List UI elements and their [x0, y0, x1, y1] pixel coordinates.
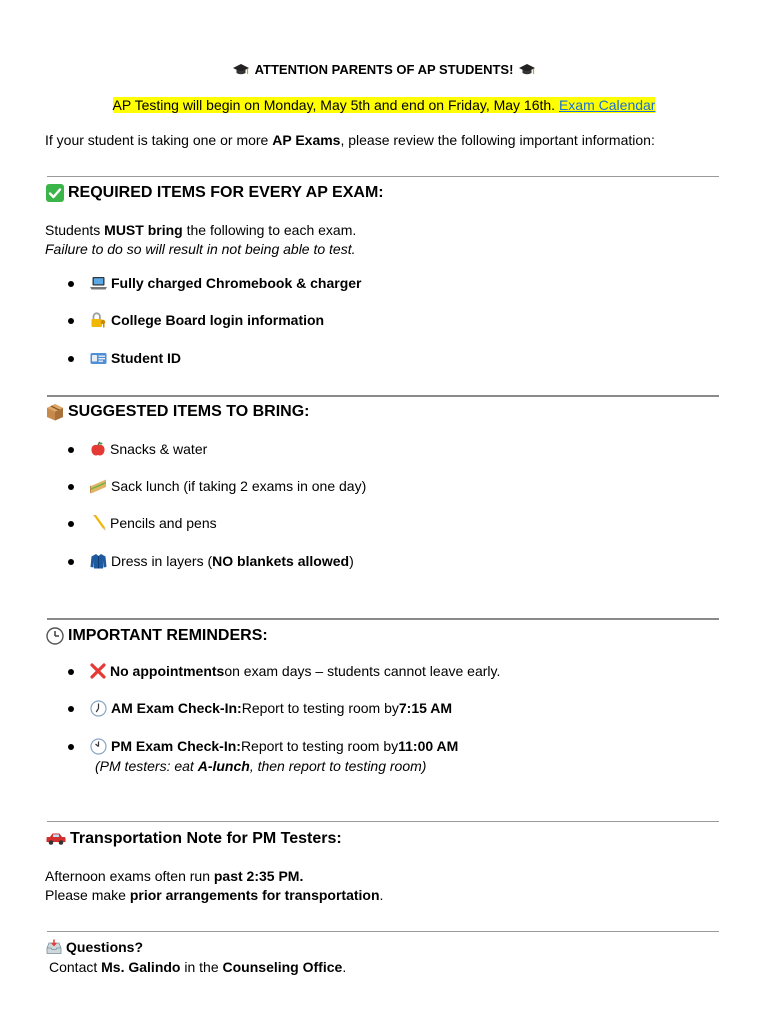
list-item: [90, 311, 324, 329]
divider: [47, 931, 719, 932]
list-item: [90, 274, 362, 292]
list-item: [90, 737, 458, 755]
clock-seven-icon: [90, 700, 107, 717]
list-item-label: College Board login information: [111, 312, 325, 328]
list-item: [90, 699, 452, 717]
bullet: [68, 521, 74, 527]
contact-name: Ms. Galindo: [101, 959, 181, 975]
cross-mark-icon: [90, 663, 106, 679]
laptop-icon: [90, 276, 107, 290]
package-icon: [46, 403, 64, 421]
list-item-time: 7:15 AM: [398, 700, 453, 716]
car-icon: [46, 832, 66, 846]
list-item-label: Pencils and pens: [110, 515, 217, 531]
list-item: [90, 440, 207, 458]
list-item-label: Snacks & water: [110, 441, 208, 457]
bullet: [68, 669, 74, 675]
divider: [47, 395, 719, 397]
list-item-label: Report to testing room by: [241, 700, 399, 716]
graduation-cap-icon: [519, 63, 535, 77]
banner-text: AP Testing will begin on Monday, May 5th and end on Friday, May 16th.: [112, 97, 556, 113]
reminders-heading-text: IMPORTANT REMINDERS:: [68, 627, 268, 644]
note-part: (PM testers: eat: [95, 758, 198, 774]
intro-part: If your student is taking one or more: [45, 132, 273, 148]
list-item-label: on exam days – students cannot leave early.: [224, 663, 501, 679]
contact-part: .: [342, 959, 347, 975]
inbox-tray-icon: [46, 939, 62, 955]
bullet: [68, 447, 74, 453]
divider: [47, 176, 719, 177]
suggested-heading: [46, 402, 310, 422]
questions-heading-text: Questions?: [66, 939, 144, 955]
questions-heading: [46, 938, 143, 956]
divider: [47, 618, 719, 620]
bullet: [68, 318, 74, 324]
instruction-bold: MUST bring: [104, 222, 183, 238]
required-heading: [46, 183, 384, 203]
list-item-label: Student ID: [111, 350, 181, 366]
check-mark-icon: [46, 184, 64, 202]
transport-part: .: [379, 887, 384, 903]
transport-part: Afternoon exams often run: [45, 868, 214, 884]
bullet: [68, 744, 74, 750]
transport-line-2: [45, 886, 383, 904]
list-item: [90, 477, 366, 495]
required-warning: Failure to do so will result in not being able to test.: [45, 241, 356, 257]
list-item: [90, 662, 500, 680]
list-item-bold: No appointments: [110, 663, 225, 679]
list-item-label: Dress in layers (: [111, 553, 213, 569]
transport-bold: past 2:35 PM.: [213, 868, 304, 884]
divider: [47, 821, 719, 822]
transport-heading-text: Transportation Note for PM Testers:: [70, 830, 342, 847]
note-part: , then report to testing room): [249, 758, 427, 774]
exam-calendar-link[interactable]: Exam Calendar: [558, 97, 656, 113]
clock-eleven-icon: [90, 738, 107, 755]
pencil-icon: [90, 515, 106, 531]
apple-icon: [90, 441, 106, 457]
note-bold: A-lunch: [197, 758, 250, 774]
transport-part: Please make: [45, 887, 130, 903]
list-item-label: ): [349, 553, 354, 569]
intro-text: [45, 131, 655, 149]
graduation-cap-icon: [233, 63, 249, 77]
list-item-bold: PM Exam Check-In:: [111, 738, 241, 754]
coat-icon: [90, 553, 107, 569]
reminders-heading: [46, 626, 268, 646]
list-item-label: Report to testing room by: [240, 738, 399, 754]
bullet: [68, 706, 74, 712]
list-item-bold: NO blankets allowed: [212, 553, 350, 569]
list-item: [90, 552, 354, 570]
id-card-icon: [90, 352, 107, 365]
bullet: [68, 356, 74, 362]
title-text: ATTENTION PARENTS OF AP STUDENTS!: [254, 62, 514, 77]
contact-line: [49, 958, 346, 976]
contact-part: Contact: [49, 959, 102, 975]
sandwich-icon: [90, 479, 107, 494]
instruction-part: the following to each exam.: [182, 222, 357, 238]
bullet: [68, 484, 74, 490]
list-item: [90, 349, 181, 367]
transport-line-1: [45, 867, 303, 885]
list-item: [90, 514, 217, 532]
list-item-label: Fully charged Chromebook & charger: [111, 275, 362, 291]
suggested-heading-text: SUGGESTED ITEMS TO BRING:: [68, 403, 310, 420]
required-heading-text: REQUIRED ITEMS FOR EVERY AP EXAM:: [68, 184, 384, 201]
transport-heading: [46, 829, 342, 849]
intro-bold: AP Exams: [272, 132, 341, 148]
bullet: [68, 281, 74, 287]
clock-three-icon: [46, 627, 64, 645]
list-item-time: 11:00 AM: [398, 738, 459, 754]
pm-testers-note: [95, 757, 426, 775]
intro-part: , please review the following important information:: [340, 132, 655, 148]
instruction-part: Students: [45, 222, 105, 238]
list-item-bold: AM Exam Check-In:: [111, 700, 242, 716]
list-item-label: Sack lunch (if taking 2 exams in one day): [111, 478, 367, 494]
lock-key-icon: [90, 312, 107, 328]
bullet: [68, 559, 74, 565]
page-title: [0, 61, 768, 81]
required-instruction: [45, 221, 356, 239]
transport-bold: prior arrangements for transportation: [129, 887, 380, 903]
testing-dates-banner: [0, 96, 768, 114]
contact-part: in the: [180, 959, 223, 975]
contact-office: Counseling Office: [222, 959, 343, 975]
